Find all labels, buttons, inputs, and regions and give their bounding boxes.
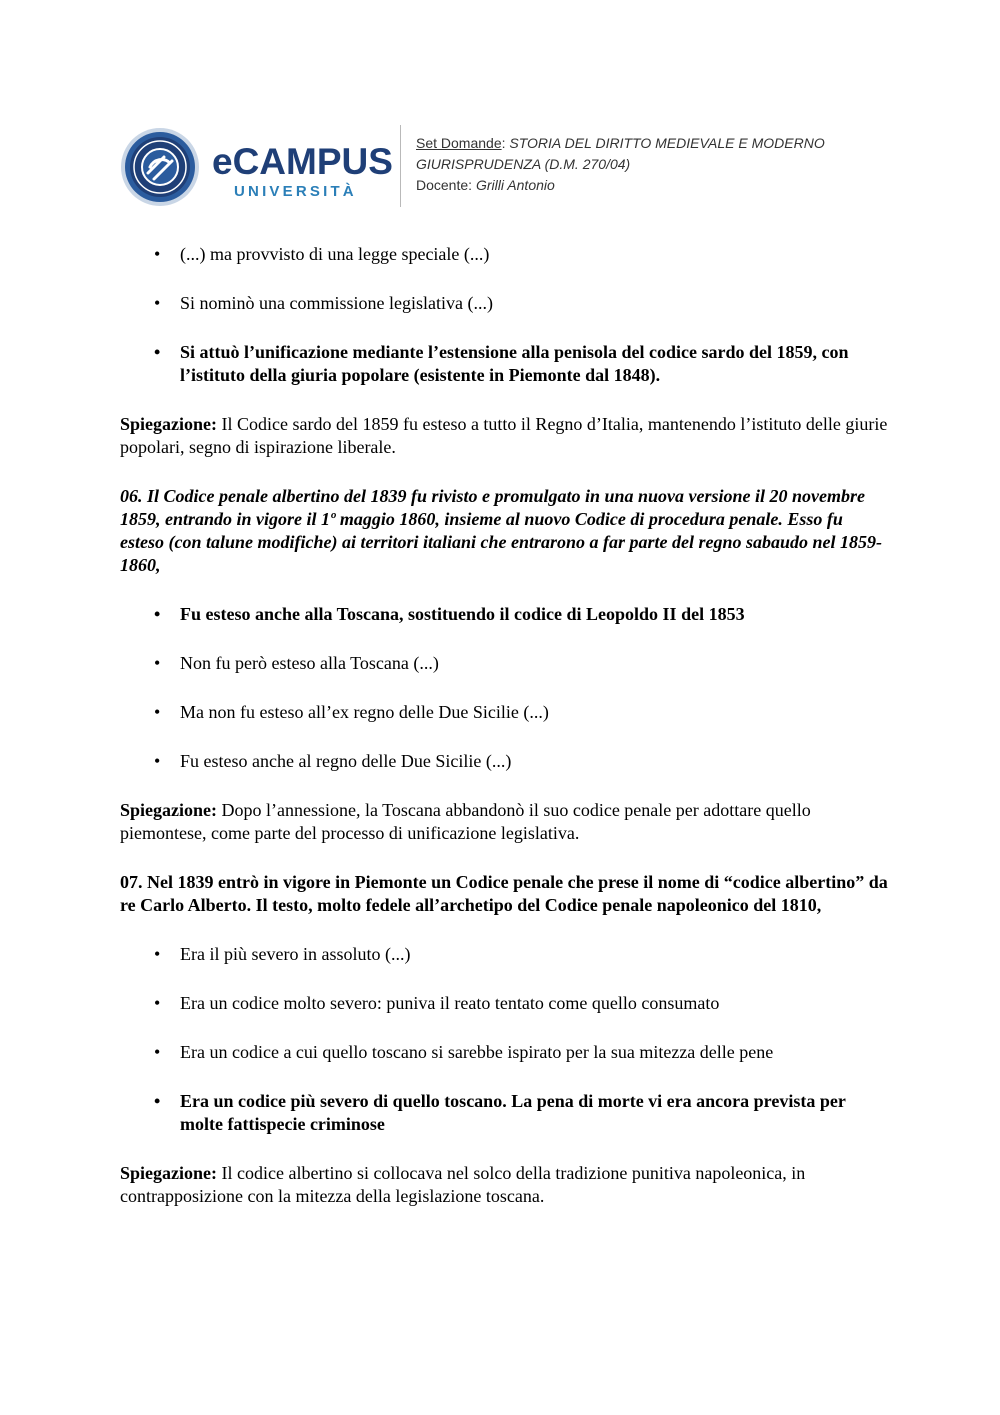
explanation-label: Spiegazione: [120,1163,217,1183]
set-label: Set Domande [416,135,502,151]
explanation-text: Il codice albertino si collocava nel solco della tradizione punitiva napoleonica, in contrapposizione con la mitezza della legislazione toscana. [120,1163,806,1206]
ecampus-logo [212,143,393,200]
docente-label: Docente [416,177,469,193]
answer-option: • (...) ma provvisto di una legge speciale (...) [120,243,890,266]
course-value: GIURISPRUDENZA (D.M. 270/04) [416,156,631,172]
header-course-line [416,154,825,175]
explanation-text: Il Codice sardo del 1859 fu esteso a tutto il Regno d’Italia, mantenendo l’istituto delle giurie popolari, segno di ispirazione liberale. [120,414,888,457]
answer-option: • Non fu però esteso alla Toscana (...) [120,652,890,675]
answer-list [120,243,890,387]
explanation [120,799,890,845]
header-divider [400,125,401,207]
logo-subtitle: UNIVERSITÀ [234,183,357,200]
answer-option: • Era il più severo in assoluto (...) [120,943,890,966]
question-06: 06. Il Codice penale albertino del 1839 fu rivisto e promulgato in una nuova versione il 20 novembre 1859, entrando in vigore il 1º maggio 1860, insieme al nuovo Codice di procedura penale. Esso fu esteso (con talune modifiche) ai territori italiani che entrarono a far parte del regno sabaudo nel 1859-1860, [120,486,883,575]
answer-option: • Si nominò una commissione legislativa (...) [120,292,890,315]
answer-list [120,603,890,773]
ecampus-emblem-icon [120,127,200,207]
set-value: STORIA DEL DIRITTO MEDIEVALE E MODERNO [509,135,825,151]
explanation [120,1162,890,1208]
answer-option: • Era un codice molto severo: puniva il reato tentato come quello consumato [120,992,890,1015]
explanation-label: Spiegazione: [120,414,217,434]
header-set-line: Set Domande: STORIA DEL DIRITTO MEDIEVALE E MODERNO [416,135,825,151]
document-header [120,125,880,210]
answer-option: • Fu esteso anche al regno delle Due Sicilie (...) [120,750,890,773]
answer-option-correct: • Si attuò l’unificazione mediante l’estensione alla penisola del codice sardo del 1859, con l’istituto della giuria popolare (esistente in Piemonte dal 1848). [120,341,890,387]
answer-list [120,943,890,1136]
document-body [120,243,890,1234]
explanation-label: Spiegazione: [120,800,217,820]
header-info [416,133,825,196]
answer-option: • Ma non fu esteso all’ex regno delle Due Sicilie (...) [120,701,890,724]
answer-option: • Era un codice a cui quello toscano si sarebbe ispirato per la sua mitezza delle pene [120,1041,890,1064]
explanation-text: Dopo l’annessione, la Toscana abbandonò il suo codice penale per adottare quello piemontese, come parte del processo di unificazione legislativa. [120,800,811,843]
answer-option-correct: • Fu esteso anche alla Toscana, sostituendo il codice di Leopoldo II del 1853 [120,603,890,626]
answer-option-correct: • Era un codice più severo di quello toscano. La pena di morte vi era ancora prevista per molte fattispecie criminose [120,1090,890,1136]
explanation [120,413,890,459]
question-07: 07. Nel 1839 entrò in vigore in Piemonte un Codice penale che prese il nome di “codice albertino” da re Carlo Alberto. Il testo, molto fedele all’archetipo del Codice penale napoleonico del 1810, [120,872,888,915]
docente-value: Grilli Antonio [475,177,555,193]
header-docente-line: Docente: Grilli Antonio [416,177,555,193]
logo-wordmark: eCAMPUS [212,141,393,182]
